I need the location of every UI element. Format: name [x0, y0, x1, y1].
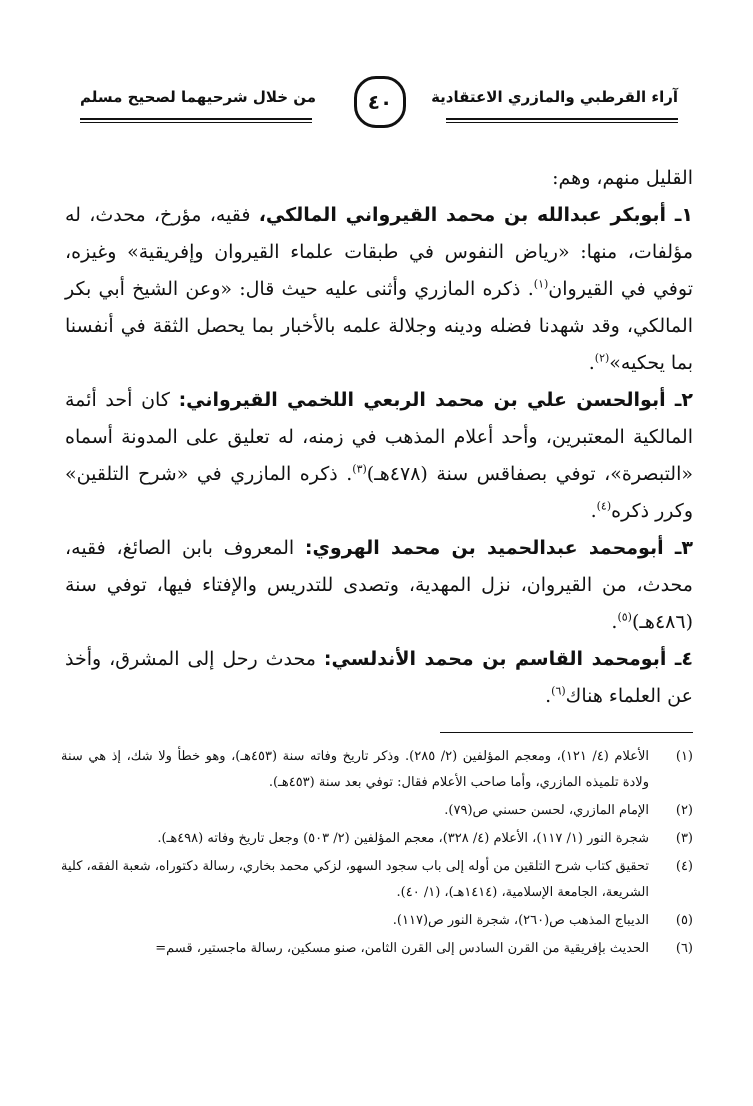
- entry-name: ١ـ أبوبكر عبدالله بن محمد القيرواني المالكي،: [258, 204, 693, 226]
- footnote-number: (٢): [675, 803, 693, 818]
- footnote-item: [61, 826, 693, 852]
- footnote-text: تحقيق كتاب شرح التلقين من أوله إلى باب سجود السهو، لزكي محمد بخاري، رسالة دكتوراه، شعبة الفقه، كلية الشريعة، الجامعة الإسلامية، (١٤١٤هـ)، (١/ ٤٠).: [61, 859, 649, 900]
- entry-name: ٤ـ أبومحمد القاسم بن محمد الأندلسي:: [323, 648, 693, 670]
- footnote-item: [61, 908, 693, 934]
- entry-text: . ذكره المازري وأثنى عليه حيث قال: «وعن الشيخ أبي بكر المالكي، وقد شهدنا فضله ودينه وجلالة علمه بالأخبار بما يحصل الثقة في أنفسنا بما يحكيه»: [65, 278, 693, 374]
- footnote-marker[interactable]: (٣): [352, 462, 367, 476]
- entry-paragraph: [65, 530, 693, 641]
- entry-text: كان أحد أئمة المالكية المعتبرين، وأحد أعلام المذهب في زمنه، له تعليق على المدونة أسماه «التبصرة»، توفي بصفاقس سنة (٤٧٨هـ): [65, 389, 693, 485]
- entry-name: ٣ـ أبومحمد عبدالحميد بن محمد الهروي:: [304, 537, 694, 559]
- footnote-marker[interactable]: (٥): [617, 610, 632, 624]
- entry-text: . ذكره المازري في «شرح التلقين» وكرر ذكره: [65, 463, 693, 522]
- footnote-marker[interactable]: (٢): [594, 351, 610, 365]
- footnote-number: (٣): [675, 831, 693, 846]
- main-text: [65, 160, 693, 715]
- footnote-item: [61, 798, 693, 824]
- entry-text: المعروف بابن الصائغ، فقيه، محدث، من القيروان، نزل المهدية، وتصدى للتدريس والإفتاء فيها، توفي سنة (٤٨٦هـ): [65, 537, 693, 633]
- entry-paragraph: [65, 641, 693, 715]
- footnote-marker[interactable]: (١): [533, 277, 549, 291]
- running-title-left: من خلال شرحيهما لصحيح مسلم: [80, 88, 317, 106]
- footnote-item: [61, 854, 693, 906]
- footnote-item: [61, 744, 693, 796]
- page-number-badge: ٤٠: [354, 76, 406, 128]
- footnote-separator: [440, 732, 693, 733]
- footnote-text: الديباج المذهب ص(٢٦٠)، شجرة النور ص(١١٧).: [392, 913, 649, 928]
- entry-text: .: [588, 352, 595, 374]
- footnote-text: الإمام المازري، لحسن حسني ص(٧٩).: [444, 803, 649, 818]
- footnote-text: الأعلام (٤/ ١٢١)، ومعجم المؤلفين (٢/ ٢٨٥). وذكر تاريخ وفاته سنة (٤٥٣هـ)، وهو خطأ ولا شك، إذ هي سنة ولادة تلميذه المازري، وأما صاحب الأعلام فقال: توفي بعد سنة (٤٥٣هـ).: [61, 749, 650, 790]
- footnote-marker[interactable]: (٦): [551, 684, 566, 698]
- entry-text: محدث رحل إلى المشرق، وأخذ عن العلماء هناك: [65, 648, 693, 707]
- footnote-number: (٥): [675, 913, 693, 928]
- footnote-text: الحديث بإفريقية من القرن السادس إلى القرن الثامن، صنو مسكين، رسالة ماجستير، قسم=: [155, 941, 649, 956]
- entry-paragraph: [65, 197, 693, 382]
- page-header: [80, 74, 678, 154]
- entry-paragraph: [65, 382, 693, 530]
- header-rule-left-thin: [80, 122, 312, 123]
- header-rule-right: [446, 118, 678, 120]
- entry-text: .: [545, 685, 552, 707]
- footnote-number: (٤): [675, 859, 693, 874]
- footnotes-section: [61, 744, 693, 964]
- header-rule-right-thin: [446, 122, 678, 123]
- entry-text: .: [611, 611, 618, 633]
- footnote-text: شجرة النور (١/ ١١٧)، الأعلام (٤/ ٣٢٨)، معجم المؤلفين (٢/ ٥٠٣) وجعل تاريخ وفاته (٤٩٨هـ).: [157, 831, 649, 846]
- header-rule-left: [80, 118, 312, 120]
- entry-text: فقيه، مؤرخ، محدث، له مؤلفات، منها: «رياض النفوس في طبقات علماء القيروان وإفريقية» وغيزه، توفي في القيروان: [65, 204, 693, 300]
- footnote-marker[interactable]: (٤): [596, 499, 612, 513]
- running-title-right: آراء القرطبي والمازري الاعتقادية: [431, 88, 678, 106]
- footnote-number: (٦): [675, 941, 693, 956]
- footnote-number: (١): [675, 749, 693, 764]
- entry-name: ٢ـ أبوالحسن علي بن محمد الربعي اللخمي القيرواني:: [178, 389, 693, 411]
- intro-paragraph: القليل منهم، وهم:: [552, 167, 693, 189]
- footnote-item: [61, 936, 693, 962]
- entry-text: .: [590, 500, 597, 522]
